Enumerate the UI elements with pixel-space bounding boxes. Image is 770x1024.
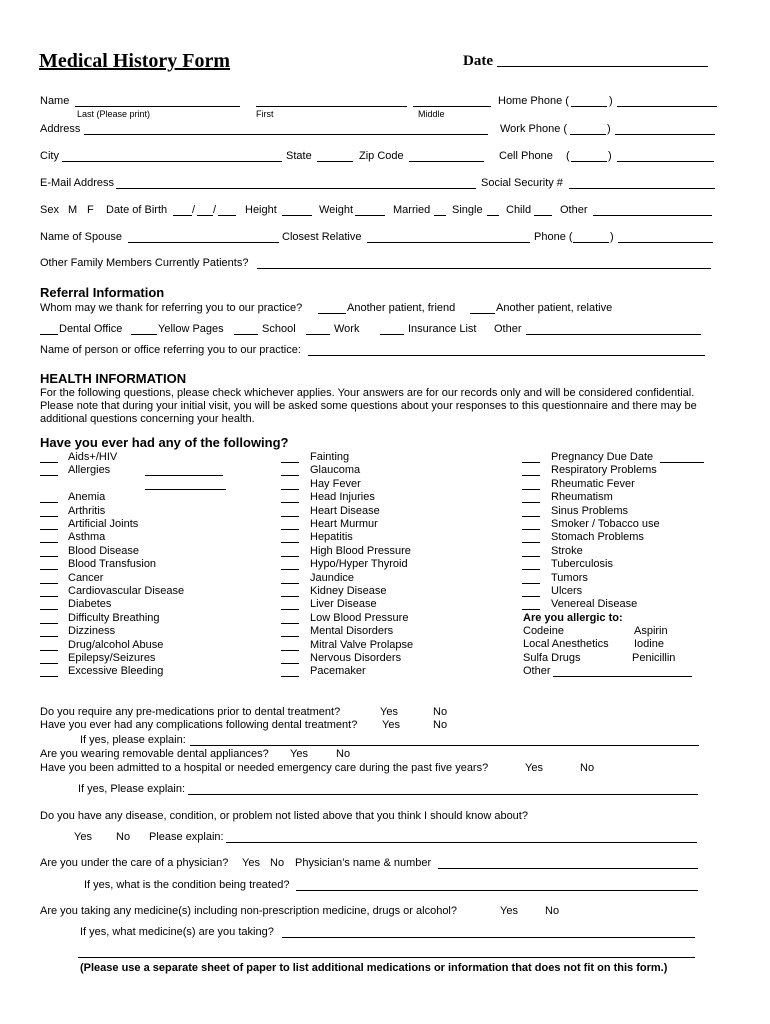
- explain-field-3[interactable]: [226, 842, 697, 843]
- referral-insurance-check[interactable]: [380, 334, 404, 335]
- q-complications: Have you ever had any complications following dental treatment?: [40, 719, 358, 731]
- first-hint: First: [256, 109, 274, 119]
- condition-label: Asthma: [68, 531, 106, 543]
- condition-check[interactable]: [281, 596, 299, 597]
- q-physician-no[interactable]: No: [270, 857, 285, 869]
- dob-sep-1: /: [192, 204, 196, 216]
- if-yes-explain-2: If yes, Please explain:: [78, 783, 186, 795]
- city-field[interactable]: [62, 161, 282, 162]
- zip-field[interactable]: [409, 161, 484, 162]
- condition-label: Excessive Bleeding: [68, 665, 164, 677]
- condition-label: Tumors: [551, 572, 588, 584]
- condition-label: Aids+/HIV: [68, 451, 118, 463]
- referral-school-check[interactable]: [234, 334, 258, 335]
- allergy-option[interactable]: Iodine: [634, 638, 664, 650]
- condition-check[interactable]: [40, 529, 58, 530]
- condition-label: Heart Murmur: [310, 518, 378, 530]
- work-phone-area-field[interactable]: [570, 134, 606, 135]
- condition-check[interactable]: [522, 489, 540, 490]
- if-yes-condition: If yes, what is the condition being treated?: [84, 879, 290, 891]
- condition-label: Pregnancy Due Date: [551, 451, 654, 463]
- single-label: Single: [452, 204, 483, 216]
- condition-check[interactable]: [40, 516, 58, 517]
- relative-field[interactable]: [367, 242, 530, 243]
- referral-name-field[interactable]: [308, 355, 705, 356]
- dob-label: Date of Birth: [106, 204, 168, 216]
- if-yes-explain-1: If yes, please explain:: [80, 734, 186, 746]
- q-medicine: Are you taking any medicine(s) including non-prescription medicine, drugs or alcohol?: [40, 905, 457, 917]
- condition-label: Rheumatism: [551, 491, 613, 503]
- condition-check[interactable]: [522, 542, 540, 543]
- condition-label: Respiratory Problems: [551, 464, 657, 476]
- condition-check[interactable]: [281, 489, 299, 490]
- spouse-field[interactable]: [128, 242, 279, 243]
- state-field[interactable]: [317, 161, 353, 162]
- footer-note: (Please use a separate sheet of paper to list additional medications or information that does not fit on this form.): [80, 962, 668, 974]
- dob-month-field[interactable]: [173, 215, 192, 216]
- condition-label: Drug/alcohol Abuse: [68, 639, 164, 651]
- condition-check[interactable]: [522, 502, 540, 503]
- last-name-field[interactable]: [75, 106, 240, 107]
- weight-label: Weight: [319, 204, 354, 216]
- referral-yellow-check[interactable]: [131, 334, 157, 335]
- relative-phone-label: Phone (: [534, 231, 573, 243]
- condition-check[interactable]: [281, 502, 299, 503]
- health-heading: HEALTH INFORMATION: [40, 371, 187, 386]
- form-title: Medical History Form: [39, 50, 231, 72]
- sex-label: Sex: [40, 204, 59, 216]
- condition-check[interactable]: [40, 462, 58, 463]
- cell-phone-number-field[interactable]: [617, 161, 714, 162]
- condition-label: Cardiovascular Disease: [68, 585, 185, 597]
- q-physician: Are you under the care of a physician?: [40, 857, 229, 869]
- have-you-heading: Have you ever had any of the following?: [40, 435, 289, 450]
- middle-name-field[interactable]: [413, 106, 491, 107]
- condition-label: Liver Disease: [310, 598, 377, 610]
- referral-dental-check[interactable]: [40, 334, 58, 335]
- referral-work-label: Work: [334, 323, 360, 335]
- referral-heading: Referral Information: [40, 285, 165, 300]
- married-check[interactable]: [434, 215, 446, 216]
- condition-label: Difficulty Breathing: [68, 612, 160, 624]
- condition-field[interactable]: [296, 890, 698, 891]
- middle-hint: Middle: [418, 109, 445, 119]
- condition-label: Stroke: [551, 545, 583, 557]
- condition-label: Stomach Problems: [551, 531, 644, 543]
- ssn-field[interactable]: [569, 188, 715, 189]
- allergy-option[interactable]: Penicillin: [632, 652, 676, 664]
- referral-patient-check[interactable]: [318, 313, 346, 314]
- child-check[interactable]: [534, 215, 552, 216]
- allergy-option[interactable]: Sulfa Drugs: [523, 652, 581, 664]
- q-hospital: Have you been admitted to a hospital or needed emergency care during the past five years?: [40, 762, 489, 774]
- explain-field-2[interactable]: [188, 794, 698, 795]
- medicine-field-2[interactable]: [78, 957, 695, 958]
- q-hospital-no[interactable]: No: [580, 762, 595, 774]
- date-label: Date: [463, 53, 493, 69]
- condition-check[interactable]: [40, 502, 58, 503]
- referral-school-label: School: [262, 323, 296, 335]
- single-check[interactable]: [487, 215, 499, 216]
- condition-label: Heart Disease: [310, 505, 380, 517]
- dob-sep-2: /: [213, 204, 217, 216]
- physician-name-label: Physician’s name & number: [295, 857, 432, 869]
- sex-f-option[interactable]: F: [87, 204, 94, 216]
- condition-check[interactable]: [522, 596, 540, 597]
- condition-label: High Blood Pressure: [310, 545, 411, 557]
- condition-label: Dizziness: [68, 625, 116, 637]
- condition-check[interactable]: [281, 475, 299, 476]
- address-label: Address: [40, 123, 81, 135]
- please-explain-label: Please explain:: [149, 831, 224, 843]
- q-hospital-yes[interactable]: Yes: [525, 762, 543, 774]
- married-label: Married: [393, 204, 431, 216]
- referral-yellow-label: Yellow Pages: [158, 323, 224, 335]
- work-phone-number-field[interactable]: [615, 134, 715, 135]
- height-field[interactable]: [282, 215, 312, 216]
- referral-other-field[interactable]: [526, 334, 701, 335]
- ssn-label: Social Security #: [481, 177, 563, 189]
- relative-phone-number-field[interactable]: [618, 242, 713, 243]
- health-intro-1: For the following questions, please check whichever applies. Your answers are for our records only and will be considered confidential.: [40, 387, 695, 399]
- condition-check[interactable]: [281, 650, 299, 651]
- relative-phone-paren: ): [610, 231, 614, 243]
- dob-year-field[interactable]: [218, 215, 236, 216]
- relative-phone-area-field[interactable]: [573, 242, 609, 243]
- condition-label: Head Injuries: [310, 491, 375, 503]
- allergy-option[interactable]: Aspirin: [634, 625, 668, 637]
- home-phone-area-field[interactable]: [571, 106, 607, 107]
- condition-label: Tuberculosis: [551, 558, 613, 570]
- home-phone-label: Home Phone (: [498, 95, 569, 107]
- other-status-field[interactable]: [593, 215, 712, 216]
- condition-label: Blood Transfusion: [68, 558, 157, 570]
- condition-check[interactable]: [281, 556, 299, 557]
- q-appliances-yes[interactable]: Yes: [290, 748, 308, 760]
- condition-label: Anemia: [68, 491, 106, 503]
- referral-relative-label: Another patient, relative: [496, 302, 613, 314]
- condition-label: Hypo/Hyper Thyroid: [310, 558, 408, 570]
- family-label: Other Family Members Currently Patients?: [40, 257, 249, 269]
- last-hint: Last (Please print): [77, 109, 151, 119]
- family-field[interactable]: [257, 268, 711, 269]
- condition-label: Glaucoma: [310, 464, 361, 476]
- condition-label: Ulcers: [551, 585, 583, 597]
- condition-label: Rheumatic Fever: [551, 478, 635, 490]
- condition-check[interactable]: [281, 663, 299, 664]
- q-medicine-no[interactable]: No: [545, 905, 560, 917]
- allergy-option[interactable]: Other: [523, 665, 551, 677]
- cell-phone-area-field[interactable]: [571, 161, 607, 162]
- allergy-option[interactable]: Local Anesthetics: [523, 638, 609, 650]
- address-field[interactable]: [84, 134, 488, 135]
- condition-check[interactable]: [281, 583, 299, 584]
- condition-check[interactable]: [281, 676, 299, 677]
- home-phone-paren: ): [609, 95, 613, 107]
- condition-label: Cancer: [68, 572, 104, 584]
- allergic-heading: Are you allergic to:: [523, 612, 623, 624]
- condition-check[interactable]: [40, 583, 58, 584]
- condition-label: Mental Disorders: [310, 625, 394, 637]
- condition-check[interactable]: [281, 569, 299, 570]
- condition-check[interactable]: [40, 623, 58, 624]
- work-phone-paren: ): [607, 123, 611, 135]
- condition-label: Artificial Joints: [68, 518, 139, 530]
- condition-check[interactable]: [40, 556, 58, 557]
- condition-label: Venereal Disease: [551, 598, 638, 610]
- referral-insurance-label: Insurance List: [408, 323, 477, 335]
- referral-work-check[interactable]: [306, 334, 330, 335]
- condition-check[interactable]: [522, 609, 540, 610]
- cell-phone-paren: ): [608, 150, 612, 162]
- q-premed: Do you require any pre-medications prior to dental treatment?: [40, 706, 341, 718]
- q-medicine-yes[interactable]: Yes: [500, 905, 518, 917]
- email-label: E-Mail Address: [40, 177, 114, 189]
- relative-label: Closest Relative: [282, 231, 362, 243]
- condition-detail-field[interactable]: [145, 489, 226, 490]
- email-field[interactable]: [116, 188, 476, 189]
- sex-m-option[interactable]: M: [68, 204, 78, 216]
- condition-check[interactable]: [40, 596, 58, 597]
- referral-relative-check[interactable]: [470, 313, 495, 314]
- if-yes-medicine: If yes, what medicine(s) are you taking?: [80, 926, 274, 938]
- state-label: State: [286, 150, 312, 162]
- name-label: Name: [40, 95, 70, 107]
- cell-phone-label: Cell Phone: [499, 150, 553, 162]
- condition-label: Pacemaker: [310, 665, 366, 677]
- physician-name-field[interactable]: [438, 868, 698, 869]
- other-status-label: Other: [560, 204, 588, 216]
- q-appliances-no[interactable]: No: [336, 748, 351, 760]
- referral-patient-label: Another patient, friend: [347, 302, 456, 314]
- condition-label: Allergies: [68, 464, 111, 476]
- condition-check[interactable]: [40, 663, 58, 664]
- condition-check[interactable]: [281, 516, 299, 517]
- q-disease-yes[interactable]: Yes: [74, 831, 92, 843]
- condition-label: Nervous Disorders: [310, 652, 402, 664]
- q-premed-yes[interactable]: Yes: [380, 706, 398, 718]
- q-disease-no[interactable]: No: [116, 831, 131, 843]
- medicine-field[interactable]: [282, 937, 695, 938]
- condition-label: Hepatitis: [310, 531, 353, 543]
- condition-label: Mitral Valve Prolapse: [310, 639, 414, 651]
- cell-phone-paren-open: (: [566, 150, 570, 162]
- q-physician-yes[interactable]: Yes: [242, 857, 260, 869]
- condition-check[interactable]: [522, 475, 540, 476]
- dob-day-field[interactable]: [197, 215, 213, 216]
- condition-check[interactable]: [281, 636, 299, 637]
- condition-check[interactable]: [40, 676, 58, 677]
- condition-detail-field[interactable]: [660, 462, 704, 463]
- condition-check[interactable]: [40, 609, 58, 610]
- condition-check[interactable]: [281, 542, 299, 543]
- q-complications-no[interactable]: No: [433, 719, 448, 731]
- referral-dental-label: Dental Office: [59, 323, 123, 335]
- condition-check[interactable]: [522, 569, 540, 570]
- q-disease: Do you have any disease, condition, or problem not listed above that you think I should know about?: [40, 810, 528, 822]
- first-name-field[interactable]: [256, 106, 407, 107]
- condition-check[interactable]: [40, 650, 58, 651]
- condition-label: Blood Disease: [68, 545, 139, 557]
- allergy-other-field[interactable]: [553, 676, 692, 677]
- work-phone-label: Work Phone (: [500, 123, 568, 135]
- explain-field-1[interactable]: [190, 745, 699, 746]
- condition-check[interactable]: [281, 623, 299, 624]
- condition-check[interactable]: [281, 609, 299, 610]
- city-label: City: [40, 150, 59, 162]
- condition-label: Low Blood Pressure: [310, 612, 409, 624]
- date-field[interactable]: [497, 66, 708, 67]
- condition-check[interactable]: [281, 529, 299, 530]
- health-intro-2: Please note that during your initial visit, you will be asked some questions about your responses to this questionnaire and there may be: [40, 400, 697, 412]
- condition-label: Hay Fever: [310, 478, 361, 490]
- q-complications-yes[interactable]: Yes: [382, 719, 400, 731]
- condition-check[interactable]: [40, 636, 58, 637]
- condition-check[interactable]: [40, 542, 58, 543]
- condition-check[interactable]: [522, 516, 540, 517]
- condition-check[interactable]: [522, 529, 540, 530]
- zip-label: Zip Code: [359, 150, 404, 162]
- allergy-option[interactable]: Codeine: [523, 625, 564, 637]
- condition-check[interactable]: [522, 462, 540, 463]
- referral-other-label: Other: [494, 323, 522, 335]
- referral-name-label: Name of person or office referring you to our practice:: [40, 344, 301, 356]
- condition-check[interactable]: [40, 475, 58, 476]
- health-intro-3: additional questions concerning your health.: [40, 413, 255, 425]
- child-label: Child: [506, 204, 532, 216]
- condition-check[interactable]: [522, 583, 540, 584]
- condition-label: Fainting: [310, 451, 350, 463]
- condition-label: Jaundice: [310, 572, 355, 584]
- condition-check[interactable]: [40, 569, 58, 570]
- referral-question: Whom may we thank for referring you to our practice?: [40, 302, 303, 314]
- q-premed-no[interactable]: No: [433, 706, 448, 718]
- condition-label: Epilepsy/Seizures: [68, 652, 156, 664]
- condition-label: Smoker / Tobacco use: [551, 518, 660, 530]
- condition-check[interactable]: [522, 556, 540, 557]
- condition-label: Arthritis: [68, 505, 106, 517]
- spouse-label: Name of Spouse: [40, 231, 122, 243]
- condition-check[interactable]: [281, 462, 299, 463]
- q-appliances: Are you wearing removable dental appliances?: [40, 748, 269, 760]
- home-phone-number-field[interactable]: [617, 106, 717, 107]
- condition-label: Kidney Disease: [310, 585, 387, 597]
- condition-label: Diabetes: [68, 598, 112, 610]
- weight-field[interactable]: [355, 215, 385, 216]
- condition-detail-field[interactable]: [145, 475, 223, 476]
- condition-label: Sinus Problems: [551, 505, 629, 517]
- height-label: Height: [245, 204, 277, 216]
